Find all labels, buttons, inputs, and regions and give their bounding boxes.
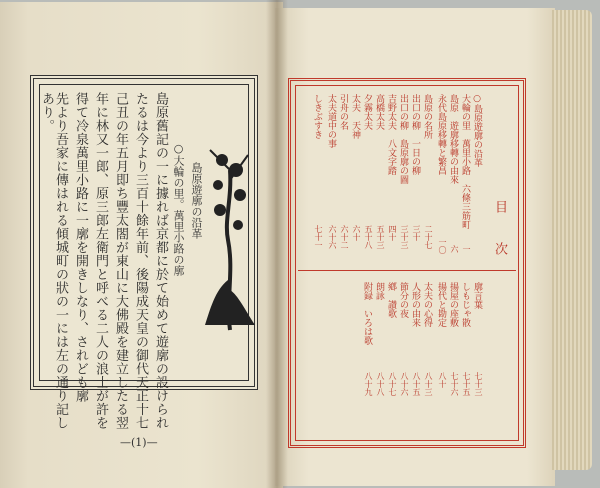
toc-page: 八十七 <box>388 372 397 396</box>
toc-entry: 揚代と勘定 <box>436 282 446 327</box>
toc-page: 六十二 <box>340 225 349 249</box>
toc-page: 八十五 <box>412 372 421 396</box>
toc-page: 六 <box>450 245 459 253</box>
toc-page: 七十三 <box>474 372 483 396</box>
toc-entry: 大輪の里 萬里小路 六條三筋町 <box>460 94 470 229</box>
toc-page: 三十 <box>412 225 421 241</box>
toc-divider <box>298 270 516 271</box>
toc-page: 七十六 <box>450 372 459 396</box>
tree-illustration <box>200 140 255 335</box>
toc-page: 六十六 <box>328 225 337 249</box>
toc-entry: 附録 いろは歌 <box>362 282 372 345</box>
toc-page: 八十三 <box>424 372 433 396</box>
toc-entry: 高橋太夫 <box>374 94 384 130</box>
toc-page: 八十 <box>438 372 447 388</box>
toc-entry: 人形の由来 <box>410 282 420 327</box>
toc-entry: 揚屋の座敷 <box>448 282 458 327</box>
toc-entry: 吉野太夫 八文字踏 <box>386 94 396 175</box>
toc-entry: 鄕 讃歌 <box>386 282 396 318</box>
body-column-4: 年に林又一郎、原三郎左衛門と呼べる二人の浪士が許を <box>93 92 108 430</box>
toc-title: 目 次 <box>492 200 507 263</box>
toc-entry: 島原の名所 <box>422 94 432 139</box>
toc-page: 七十五 <box>462 372 471 396</box>
toc-entry: しきぶすき <box>312 94 322 139</box>
toc-entry: 廓言葉 <box>472 282 482 309</box>
body-column-7: あり。 <box>39 92 54 133</box>
left-chapter-title: 島原遊廓の沿革 <box>190 162 203 239</box>
body-column-5: 得て冷泉萬里小路に一廓を開きしなり、されども廓 <box>73 92 88 403</box>
book-spine <box>266 0 288 488</box>
body-column-1: 島原舊記の一に據れば京都に於て始めて遊廓の設けられ <box>153 92 168 430</box>
toc-page: 三十三 <box>400 225 409 249</box>
toc-entry: ○島原遊廓の沿革 <box>472 94 482 167</box>
toc-page: 八十九 <box>364 372 373 396</box>
toc-entry: 永代島原移轉と繁昌 <box>436 94 446 175</box>
toc-page: 五十三 <box>376 225 385 249</box>
toc-entry: 太夫の心得 <box>422 282 432 327</box>
body-column-2: たるは今より三百十餘年前、後陽成天皇の御代天正十七 <box>133 92 148 430</box>
toc-entry: しもじゃ散 <box>460 282 470 327</box>
toc-entry: 朗詠 <box>374 282 384 300</box>
toc-page: 二十七 <box>424 225 433 249</box>
toc-entry: 出口の柳 島原廓の圖 <box>398 94 408 184</box>
toc-page: 一〇 <box>438 238 447 254</box>
page-edges <box>552 10 592 470</box>
toc-page: 四十 <box>388 225 397 241</box>
toc-entry: 夕霧太夫 <box>362 94 372 130</box>
toc-entry: 引舟の名 <box>338 94 348 130</box>
toc-page: 八十六 <box>400 372 409 396</box>
toc-entry: 太夫 天神 <box>350 94 360 139</box>
left-page-number: —(1)— <box>120 436 158 449</box>
body-column-3: 己丑の年五月即ち豐太閤が東山に大佛殿を建立したる翌 <box>113 92 128 430</box>
toc-entry: 太夫道中の事 <box>326 94 336 148</box>
toc-entry: 出口の柳 一日の柳 <box>410 94 420 175</box>
toc-entry: 島原 遊廓移轉の由來 <box>448 94 458 184</box>
body-column-6: 先より吾家に傳はれる傾城町の狀の一には左の通り記し <box>53 92 68 430</box>
toc-page: 六十 <box>352 225 361 241</box>
toc-page: 八十八 <box>376 372 385 396</box>
toc-page: 五十八 <box>364 225 373 249</box>
toc-entry: 節分の夜 <box>398 282 408 318</box>
toc-page: 一 <box>462 245 471 253</box>
toc-page: 七十一 <box>314 225 323 249</box>
left-section-title: ○大輪の里。萬里小路の廓 <box>172 142 185 276</box>
